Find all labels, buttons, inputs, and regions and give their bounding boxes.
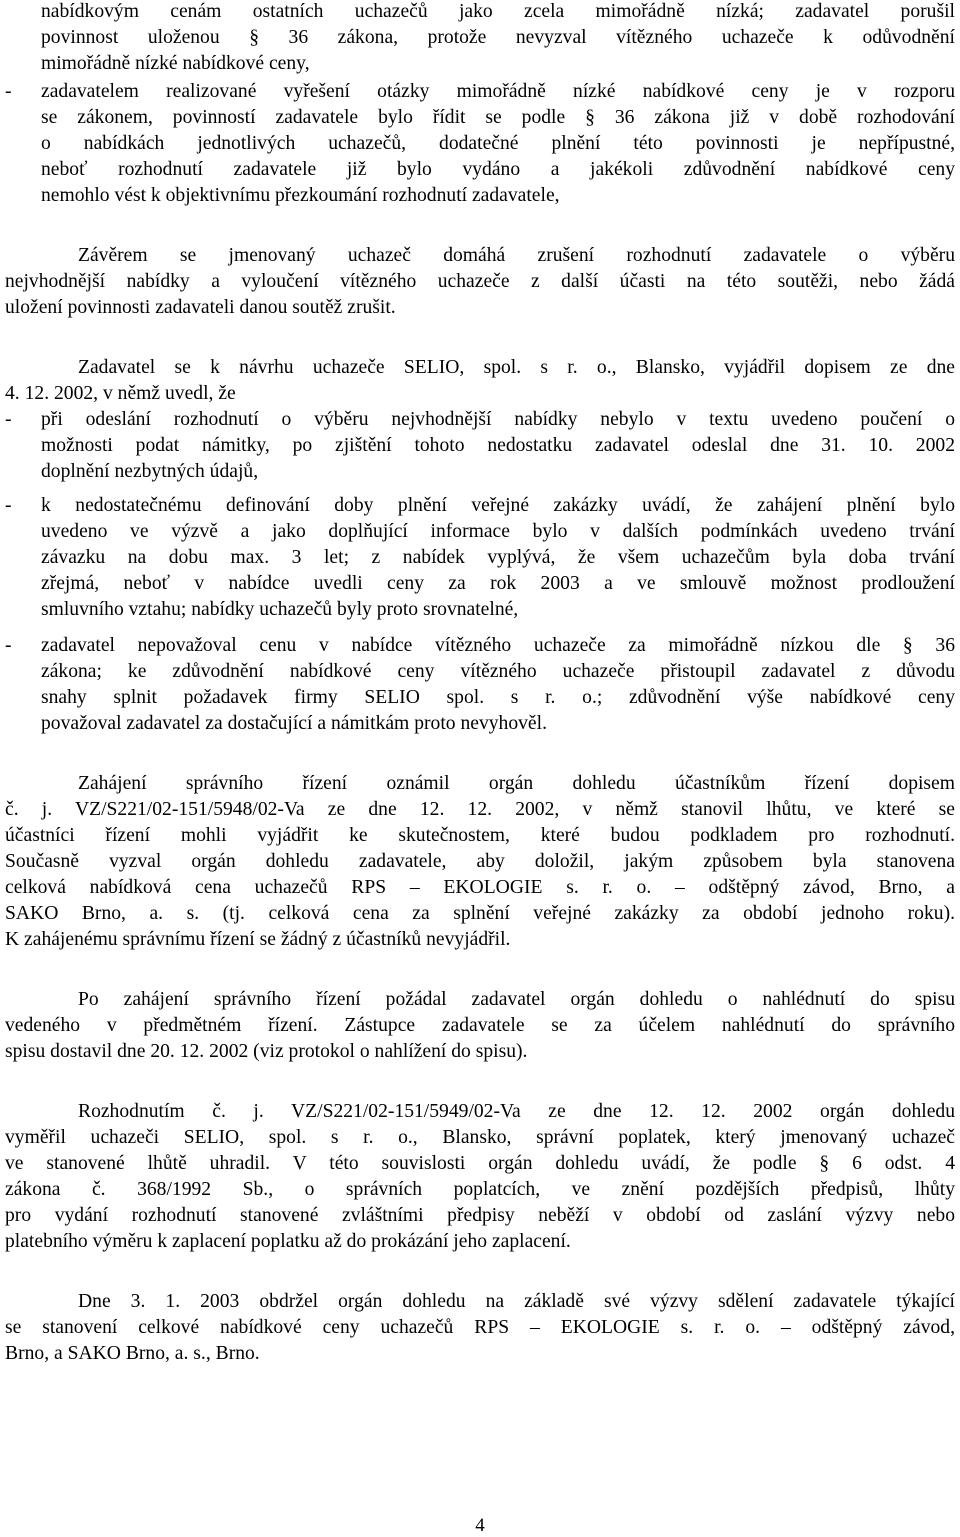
text-line: se zákonem, povinností zadavatele bylo řídit se podle § 36 zákona již v době rozhodování [41,107,955,128]
text-line: K zahájenému správnímu řízení se žádný z účastníků nevyjádřil. [5,929,511,950]
text-line: nejvhodnější nabídky a vyloučení vítězného uchazeče z další účasti na této soutěži, nebo žádá [5,271,955,292]
text-line: uvedeno ve výzvě a jako doplňující informace bylo v dalších podmínkách uvedeno trvání [41,521,955,542]
text-line: 4. 12. 2002, v němž uvedl, že [5,383,236,404]
text-line: SAKO Brno, a. s. (tj. celková cena za splnění veřejné zakázky za období jednoho roku). [5,903,955,924]
text-line: se stanovení celkové nabídkové ceny uchazečů RPS – EKOLOGIE s. r. o. – odštěpný závod, [5,1317,955,1338]
text-line: neboť rozhodnutí zadavatele již bylo vydáno a jakékoli zdůvodnění nabídkové ceny [41,159,955,180]
text-line: zákona; ke zdůvodnění nabídkové ceny vítězného uchazeče přistoupil zadavatel z důvodu [41,661,955,682]
text-line: závazku na dobu max. 3 let; z nabídek vyplývá, že všem uchazečům byla doba trvání [41,547,955,568]
text-line: doplnění nezbytných údajů, [41,461,259,482]
text-line: vyměřil uchazeči SELIO, spol. s r. o., Blansko, správní poplatek, který jmenovaný uchazeč [5,1127,955,1148]
text-line: mimořádně nízké nabídkové ceny, [41,53,310,74]
text-line: považoval zadavatel za dostačující a námitkám proto nevyhověl. [41,713,547,734]
text-line: zadavatelem realizované vyřešení otázky mimořádně nízké nabídkové ceny je v rozporu [41,81,955,102]
text-line: smluvního vztahu; nabídky uchazečů byly proto srovnatelné, [41,599,519,620]
text-line: při odeslání rozhodnutí o výběru nejvhodnější nabídky nebylo v textu uvedeno poučení o [41,409,955,430]
text-line: Brno, a SAKO Brno, a. s., Brno. [5,1343,260,1364]
text-line: spisu dostavil dne 20. 12. 2002 (viz protokol o nahlížení do spisu). [5,1041,528,1062]
page-number: 4 [475,1515,485,1536]
text-line: o nabídkách jednotlivých uchazečů, dodatečné plnění této povinnosti je nepřípustné, [41,133,955,154]
text-line: zákona č. 368/1992 Sb., o správních poplatcích, ve znění pozdějších předpisů, lhůty [5,1179,955,1200]
text-line: Současně vyzval orgán dohledu zadavatele, aby doložil, jakým způsobem byla stanovena [5,851,955,872]
bullet-dash: - [5,409,12,430]
text-line: povinnost uloženou § 36 zákona, protože nevyzval vítězného uchazeče k odůvodnění [41,27,955,48]
text-line: nemohlo vést k objektivnímu přezkoumání rozhodnutí zadavatele, [41,185,560,206]
text-line: zadavatel nepovažoval cenu v nabídce vítězného uchazeče za mimořádně nízkou dle § 36 [41,635,955,656]
paragraph-first-line: Závěrem se jmenovaný uchazeč domáhá zrušení rozhodnutí zadavatele o výběru [78,245,955,266]
text-line: platebního výměru k zaplacení poplatku až do prokázání jeho zaplacení. [5,1231,571,1252]
text-line: vedeného v předmětném řízení. Zástupce zadavatele se za účelem nahlédnutí do správního [5,1015,955,1036]
text-line: zřejmá, neboť v nabídce uvedli ceny za rok 2003 a ve smlouvě možnost prodloužení [41,573,955,594]
text-line: účastníci řízení mohli vyjádřit ke skutečnostem, které budou podkladem pro rozhodnutí. [5,825,955,846]
paragraph-first-line: Rozhodnutím č. j. VZ/S221/02-151/5949/02-Va ze dne 12. 12. 2002 orgán dohledu [78,1101,955,1122]
bullet-dash: - [5,495,12,516]
text-line: uložení povinnosti zadavateli danou soutěž zrušit. [5,297,396,318]
text-line: č. j. VZ/S221/02-151/5948/02-Va ze dne 12. 12. 2002, v němž stanovil lhůtu, ve které se [5,799,955,820]
text-line: ve stanovené lhůtě uhradil. V této souvislosti orgán dohledu uvádí, že podle § 6 odst. 4 [5,1153,955,1174]
text-line: pro vydání rozhodnutí stanovené zvláštními předpisy neběží v období od zaslání výzvy nebo [5,1205,955,1226]
paragraph-first-line: Dne 3. 1. 2003 obdržel orgán dohledu na základě své výzvy sdělení zadavatele týkající [78,1291,955,1312]
paragraph-first-line: Zahájení správního řízení oznámil orgán dohledu účastníkům řízení dopisem [78,773,955,794]
text-line: celková nabídková cena uchazečů RPS – EKOLOGIE s. r. o. – odštěpný závod, Brno, a [5,877,955,898]
text-line: snahy splnit požadavek firmy SELIO spol. s r. o.; zdůvodnění výše nabídkové ceny [41,687,955,708]
bullet-dash: - [5,635,12,656]
bullet-dash: - [5,81,12,102]
paragraph-first-line: Zadavatel se k návrhu uchazeče SELIO, spol. s r. o., Blansko, vyjádřil dopisem ze dne [78,357,955,378]
text-line: nabídkovým cenám ostatních uchazečů jako zcela mimořádně nízká; zadavatel porušil [41,1,955,22]
text-line: možnosti podat námitky, po zjištění tohoto nedostatku zadavatel odeslal dne 31. 10. 2002 [41,435,955,456]
text-line: k nedostatečnému definování doby plnění veřejné zakázky uvádí, že zahájení plnění bylo [41,495,955,516]
paragraph-first-line: Po zahájení správního řízení požádal zadavatel orgán dohledu o nahlédnutí do spisu [78,989,955,1010]
